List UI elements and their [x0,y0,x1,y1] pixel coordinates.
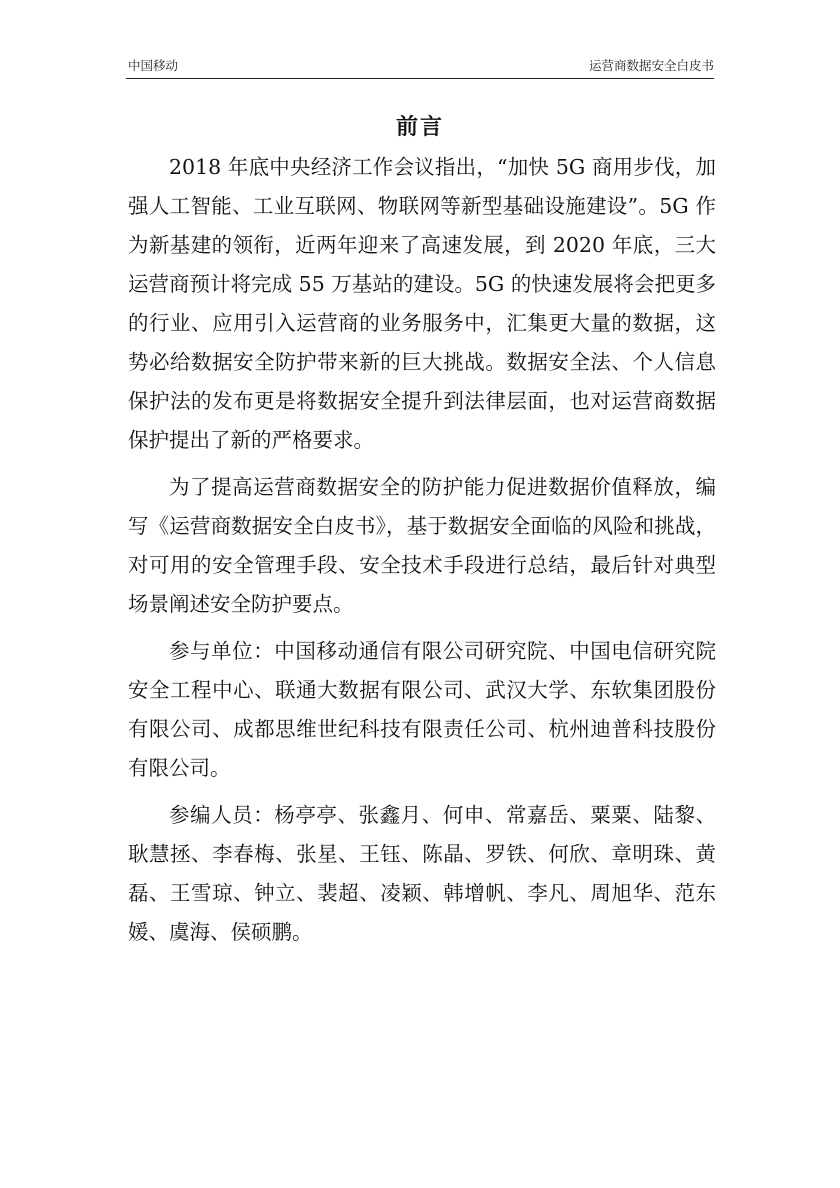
header-organization: 中国移动 [128,58,179,73]
paragraph-intro: 2018 年底中央经济工作会议指出，“加快 5G 商用步伐，加强人工智能、工业互联网、物联网等新型基础设施建设”。5G 作为新基建的领衔，近两年迎来了高速发展，到 2020 年底，三大运营商预计将完成 55 万基站的建设。5G 的快速发展将会把更多的行业、应用引入运营商的业务服务中，汇集更大量的数据，这势必给数据安全防护带来新的巨大挑战。数据安全法、个人信息保护法的发布更是将数据安全提升到法律层面，也对运营商数据保护提出了新的严格要求。 [128,155,716,452]
document-body [128,148,716,960]
page-header [126,52,714,79]
header-document-title: 运营商数据安全白皮书 [588,58,714,73]
paragraph-participating-units: 参与单位：中国移动通信有限公司研究院、中国电信研究院安全工程中心、联通大数据有限公司、武汉大学、东软集团股份有限公司、成都思维世纪科技有限责任公司、杭州迪普科技股份有限公司。 [128,639,716,780]
page-title: 前言 [395,115,444,140]
paragraph-purpose: 为了提高运营商数据安全的防护能力促进数据价值释放，编写《运营商数据安全白皮书》，基于数据安全面临的风险和挑战，对可用的安全管理手段、安全技术手段进行总结，最后针对典型场景阐述安全防护要点。 [128,475,716,616]
paragraph-contributors: 参编人员：杨亭亭、张鑫月、何申、常嘉岳、粟粟、陆黎、耿慧拯、李春梅、张星、王钰、陈晶、罗铁、何欣、章明珠、黄磊、王雪琼、钟立、裴超、凌颖、韩增帆、李凡、周旭华、范东媛、虞海、侯硕鹏。 [128,803,716,944]
